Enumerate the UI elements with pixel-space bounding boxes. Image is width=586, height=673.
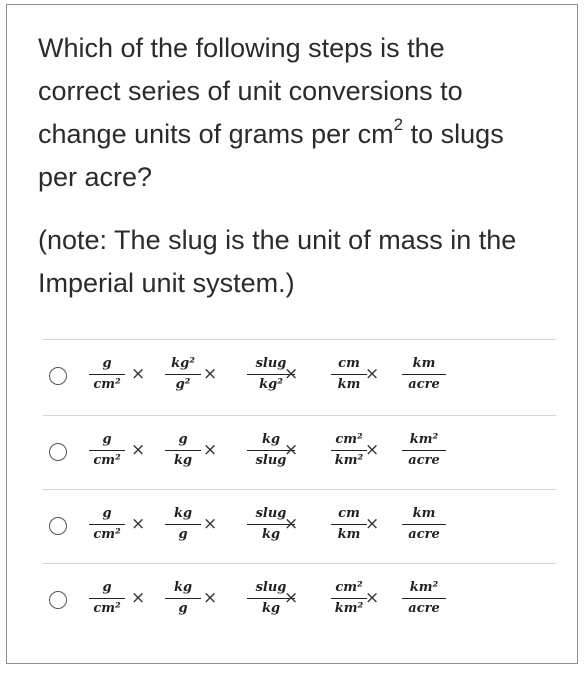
multiply-sign: × — [203, 514, 218, 534]
fraction-numerator: kg — [173, 506, 193, 521]
fraction-denominator: kg² — [259, 377, 283, 392]
fraction-denominator: cm² — [93, 453, 121, 468]
fraction — [89, 579, 125, 618]
multiply-sign: × — [131, 588, 146, 608]
note-line-1: (note: The slug is the unit of mass in the — [38, 225, 517, 255]
fraction — [402, 431, 446, 470]
multiply-sign: × — [365, 588, 380, 608]
note-line-2: Imperial unit system.) — [38, 268, 295, 298]
fraction-numerator: g — [102, 356, 112, 371]
fraction-denominator: cm² — [93, 527, 121, 542]
question-line-3-start: change units of grams per cm — [38, 119, 394, 149]
question-line-4: per acre? — [38, 162, 153, 192]
fraction — [331, 579, 367, 618]
fraction-denominator: cm² — [93, 601, 121, 616]
fraction-numerator: slug — [255, 356, 287, 371]
fraction — [165, 355, 201, 394]
fraction-numerator: km — [412, 506, 436, 521]
fraction — [331, 431, 367, 470]
fraction-denominator: acre — [408, 527, 440, 542]
question-text — [38, 27, 558, 199]
fraction-numerator: kg — [173, 580, 193, 595]
multiply-sign: × — [203, 364, 218, 384]
question-line-3 — [38, 113, 558, 156]
fraction — [165, 431, 201, 470]
fraction — [89, 505, 125, 544]
multiply-sign: × — [131, 364, 146, 384]
multiply-sign: × — [365, 364, 380, 384]
multiply-sign: × — [131, 514, 146, 534]
fraction-denominator: km² — [334, 453, 364, 468]
fraction-numerator: slug — [255, 580, 287, 595]
fraction-denominator: km — [337, 377, 361, 392]
fraction-numerator: km² — [409, 432, 439, 447]
superscript-two: 2 — [393, 115, 404, 134]
fraction-numerator: cm — [338, 506, 360, 521]
question-line-2: correct series of unit conversions to — [38, 76, 463, 106]
multiply-sign: × — [203, 440, 218, 460]
multiply-sign: × — [131, 440, 146, 460]
fraction-denominator: slug — [255, 453, 287, 468]
fraction-denominator: kg — [261, 601, 281, 616]
question-line-3-end: to slugs — [403, 119, 504, 149]
answer-option-4[interactable] — [43, 571, 556, 631]
fraction-denominator: acre — [408, 453, 440, 468]
fraction-denominator: acre — [408, 377, 440, 392]
fraction-numerator: g — [178, 432, 188, 447]
multiply-sign: × — [365, 440, 380, 460]
fraction-numerator: cm² — [335, 580, 363, 595]
divider — [43, 415, 556, 416]
question-note — [38, 219, 558, 305]
multiply-sign: × — [284, 588, 299, 608]
multiply-sign: × — [284, 514, 299, 534]
fraction-numerator: km² — [409, 580, 439, 595]
fraction-denominator: kg — [261, 527, 281, 542]
multiply-sign: × — [284, 440, 299, 460]
fraction-numerator: kg — [261, 432, 281, 447]
answer-option-3[interactable] — [43, 497, 556, 557]
fraction — [402, 579, 446, 618]
fraction-numerator: cm² — [335, 432, 363, 447]
fraction-numerator: g — [102, 580, 112, 595]
divider — [43, 563, 556, 564]
multiply-sign: × — [203, 588, 218, 608]
answer-option-1[interactable] — [43, 347, 556, 407]
question-card — [6, 4, 578, 664]
fraction-numerator: kg² — [171, 356, 195, 371]
fraction-numerator: km — [412, 356, 436, 371]
radio-button[interactable] — [49, 517, 67, 535]
radio-button[interactable] — [49, 443, 67, 461]
fraction-numerator: g — [102, 432, 112, 447]
fraction-denominator: cm² — [93, 377, 121, 392]
fraction — [331, 505, 367, 544]
fraction-numerator: g — [102, 506, 112, 521]
radio-button[interactable] — [49, 367, 67, 385]
multiply-sign: × — [365, 514, 380, 534]
fraction-numerator: cm — [338, 356, 360, 371]
fraction-numerator: slug — [255, 506, 287, 521]
fraction — [89, 355, 125, 394]
fraction — [165, 505, 201, 544]
fraction — [402, 355, 446, 394]
fraction-denominator: kg — [173, 453, 193, 468]
fraction-denominator: g — [178, 527, 188, 542]
radio-button[interactable] — [49, 591, 67, 609]
question-line-1: Which of the following steps is the — [38, 33, 445, 63]
fraction — [165, 579, 201, 618]
fraction-denominator: g² — [175, 377, 191, 392]
fraction-denominator: km — [337, 527, 361, 542]
divider — [43, 339, 556, 340]
fraction-denominator: acre — [408, 601, 440, 616]
fraction — [331, 355, 367, 394]
fraction — [89, 431, 125, 470]
multiply-sign: × — [284, 364, 299, 384]
fraction — [402, 505, 446, 544]
divider — [43, 489, 556, 490]
fraction-denominator: g — [178, 601, 188, 616]
answer-option-2[interactable] — [43, 423, 556, 483]
fraction-denominator: km² — [334, 601, 364, 616]
